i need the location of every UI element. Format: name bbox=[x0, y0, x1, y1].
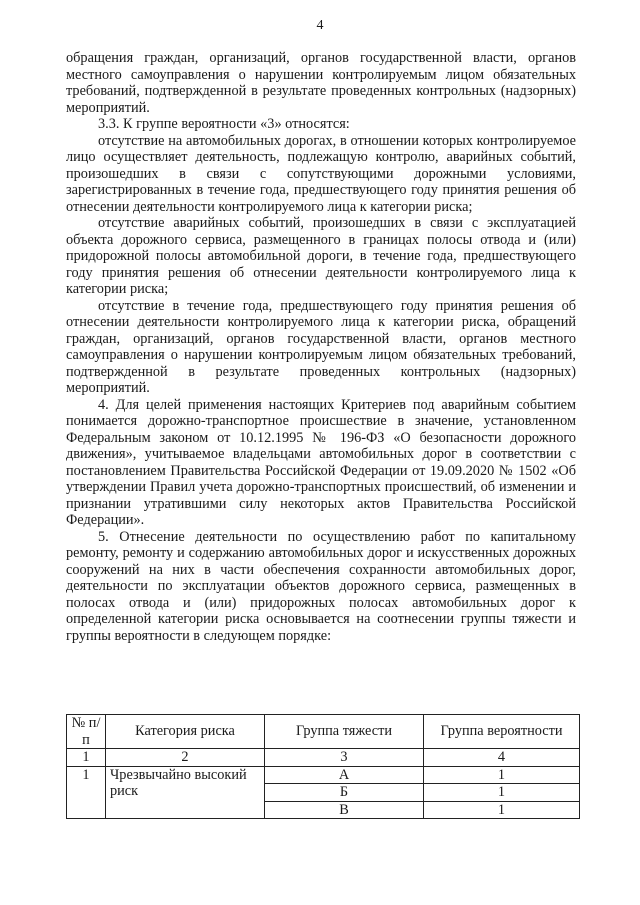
paragraph-4-accident-definition: 4. Для целей применения настоящих Критериев под аварийным событием понимается дорожно-транспортное происшествие в значение, установленном Федеральным законом от 10.12.1995 № 196-ФЗ «О безопасности дорожного движения», учитываемое владельцами автомобильных дорог в соответствии с постановлением Правительства Российской Федерации от 19.09.2020 № 1502 «Об утверждении Правил учета дорожно-транспортных происшествий, об изменении и признании утратившими силу некоторых актов Правительства Российской Федерации». bbox=[66, 396, 576, 528]
document-body bbox=[66, 50, 576, 644]
risk-category-table bbox=[66, 714, 580, 819]
index-cell: 2 bbox=[106, 749, 265, 767]
paragraph-continuation: обращения граждан, организаций, органов государственной власти, органов местного самоуправления о нарушении контролируемым лицом обязательных требований, подтвержденной в результате проведенных контрольных (надзорных) мероприятий. bbox=[66, 50, 576, 116]
row-category: Чрезвычайно высокий риск bbox=[106, 766, 265, 819]
paragraph-5-risk-assignment: 5. Отнесение деятельности по осуществлению работ по капитальному ремонту, ремонту и содержанию автомобильных дорог и искусственных дорожных сооружений на них в части обеспечения сохранности автомобильных дорог, деятельности по эксплуатации объектов дорожного сервиса, размещенных в полосах отвода и (или) придорожных полосах автомобильных дорог к определенной категории риска основывается на соотнесении группы тяжести и группы вероятности в следующем порядке: bbox=[66, 528, 576, 644]
header-severity: Группа тяжести bbox=[265, 715, 424, 749]
row-probability: 1 bbox=[424, 801, 580, 819]
row-number: 1 bbox=[67, 766, 106, 819]
index-cell: 3 bbox=[265, 749, 424, 767]
table-header-row bbox=[67, 715, 580, 749]
index-cell: 1 bbox=[67, 749, 106, 767]
header-num: № п/п bbox=[67, 715, 106, 749]
table-row bbox=[67, 766, 580, 784]
page-number: 4 bbox=[316, 18, 324, 33]
paragraph-no-complaints: отсутствие в течение года, предшествующего году принятия решения об отнесении деятельности контролируемого лица к категории риска, обращений граждан, организаций, органов государственной власти, органов местного самоуправления о нарушении контролируемым лицом обязательных требований, подтвержденной в результате проведенных контрольных (надзорных) мероприятий. bbox=[66, 297, 576, 396]
row-severity: В bbox=[265, 801, 424, 819]
table-index-row bbox=[67, 749, 580, 767]
paragraph-no-service-accidents: отсутствие аварийных событий, произошедших в связи с эксплуатацией объекта дорожного сервиса, размещенного в границах полосы отвода и (или) придорожной полосы автомобильной дороги, в течение года, предшествующего году принятия решения об отнесении деятельности контролируемого лица к категории риска; bbox=[66, 215, 576, 297]
row-probability: 1 bbox=[424, 784, 580, 802]
paragraph-no-road-accidents: отсутствие на автомобильных дорогах, в отношении которых контролируемое лицо осуществляет деятельность, подлежащую контролю, аварийных событий, произошедших в связи с сопутствующими дорожными условиями, зарегистрированных в течение года, предшествующего году принятия решения об отнесении деятельности контролируемого лица к категории риска; bbox=[66, 132, 576, 215]
header-probability: Группа вероятности bbox=[424, 715, 580, 749]
row-severity: Б bbox=[265, 784, 424, 802]
row-severity: А bbox=[265, 766, 424, 784]
index-cell: 4 bbox=[424, 749, 580, 767]
paragraph-3-3-heading: 3.3. К группе вероятности «3» относятся: bbox=[98, 116, 350, 132]
row-probability: 1 bbox=[424, 766, 580, 784]
header-category: Категория риска bbox=[106, 715, 265, 749]
